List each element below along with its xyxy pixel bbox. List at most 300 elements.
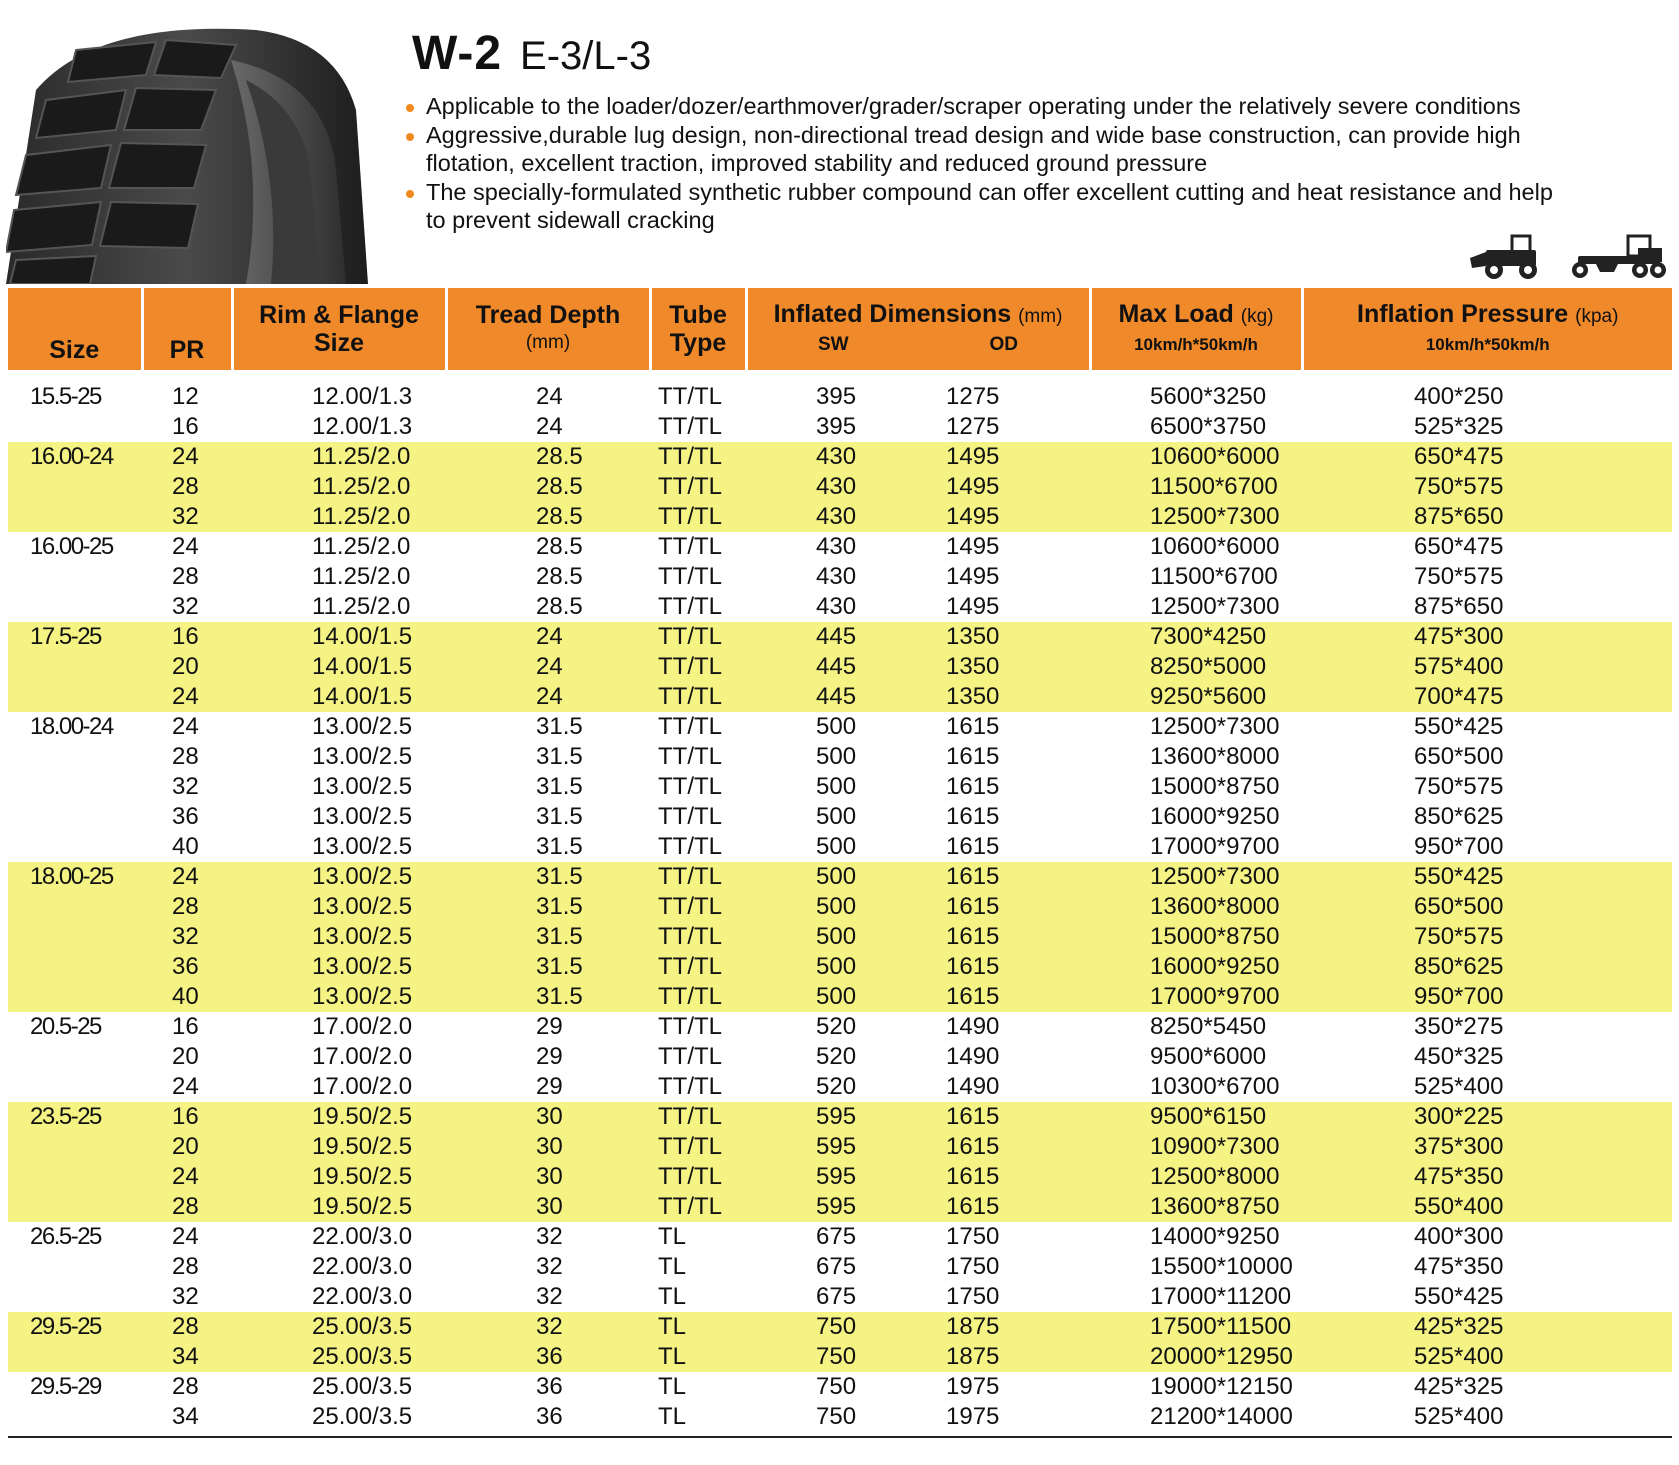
cell-tube: TT/TL xyxy=(650,982,746,1012)
cell-od: 1615 xyxy=(910,982,1090,1012)
cell-rim: 17.00/2.0 xyxy=(312,1043,413,1070)
cell-pr: 16 xyxy=(172,413,199,440)
cell-rim: 19.50/2.5 xyxy=(232,1192,446,1222)
cell-tube: TL xyxy=(650,1312,746,1342)
cell-pr: 36 xyxy=(172,803,199,830)
cell-size xyxy=(8,1132,142,1162)
cell-pr: 32 xyxy=(172,773,199,800)
cell-size xyxy=(8,412,142,442)
cell-pr: 32 xyxy=(142,922,232,952)
cell-tube: TT/TL xyxy=(658,713,722,740)
cell-tube: TT/TL xyxy=(658,383,722,410)
cell-od: 1875 xyxy=(910,1342,1090,1372)
cell-max-load: 10600*6000 xyxy=(1150,533,1280,560)
cell-sw: 430 xyxy=(816,533,857,560)
cell-tread: 29 xyxy=(536,1043,563,1070)
cell-max-load: 20000*12950 xyxy=(1090,1342,1302,1372)
cell-max-load: 8250*5000 xyxy=(1090,652,1302,682)
col-header-size: Size xyxy=(8,288,142,370)
table-row xyxy=(8,370,1672,412)
cell-pressure: 475*350 xyxy=(1414,1253,1504,1280)
cell-od: 1750 xyxy=(946,1223,1000,1250)
model-name: W-2 xyxy=(412,27,503,80)
cell-size: 23.5-25 xyxy=(8,1102,142,1132)
cell-sw: 750 xyxy=(746,1312,910,1342)
cell-tube: TT/TL xyxy=(658,803,722,830)
cell-tread: 28.5 xyxy=(446,502,650,532)
loader-icon xyxy=(1470,236,1537,279)
cell-sw: 500 xyxy=(746,862,910,892)
cell-tube: TT/TL xyxy=(650,682,746,712)
cell-max-load: 13600*8750 xyxy=(1090,1192,1302,1222)
bullet-icon xyxy=(406,133,414,141)
cell-max-load: 6500*3750 xyxy=(1150,413,1267,440)
table-row xyxy=(8,1162,1672,1192)
cell-tread: 31.5 xyxy=(536,773,583,800)
cell-size xyxy=(8,982,142,1012)
cell-pressure: 525*400 xyxy=(1414,1403,1504,1430)
col-header-pressure: Inflation Pressure (kpa) 10km/h*50km/h xyxy=(1302,288,1672,370)
cell-tread: 31.5 xyxy=(536,803,583,830)
cell-pressure: 450*325 xyxy=(1414,1043,1504,1070)
cell-max-load: 19000*12150 xyxy=(1150,1373,1293,1400)
cell-tread: 28.5 xyxy=(446,442,650,472)
cell-tread: 24 xyxy=(446,622,650,652)
cell-sw: 445 xyxy=(746,622,910,652)
cell-od: 1495 xyxy=(946,533,1000,560)
col-header-dimensions: Inflated Dimensions (mm) SW OD xyxy=(746,288,1090,370)
cell-max-load: 8250*5450 xyxy=(1150,1013,1267,1040)
cell-tube: TT/TL xyxy=(650,472,746,502)
page-title xyxy=(412,26,651,81)
cell-od: 1615 xyxy=(946,833,1000,860)
spec-table xyxy=(8,288,1672,1432)
cell-size: 16.00-25 xyxy=(30,533,113,560)
cell-tube: TT/TL xyxy=(658,1013,722,1040)
table-row xyxy=(8,682,1672,712)
table-row xyxy=(8,412,1672,442)
cell-rim: 25.00/3.5 xyxy=(232,1342,446,1372)
cell-pressure: 550*425 xyxy=(1302,862,1672,892)
table-row xyxy=(8,1012,1672,1042)
cell-pr: 24 xyxy=(172,713,199,740)
cell-rim: 12.00/1.3 xyxy=(312,413,413,440)
cell-size xyxy=(8,1342,142,1372)
cell-od: 1350 xyxy=(910,622,1090,652)
cell-od: 1495 xyxy=(910,442,1090,472)
cell-max-load: 10300*6700 xyxy=(1150,1073,1280,1100)
cell-size: 20.5-25 xyxy=(30,1013,101,1040)
cell-size xyxy=(8,742,142,772)
table-row xyxy=(8,1252,1672,1282)
cell-tread: 31.5 xyxy=(446,922,650,952)
cell-tube: TT/TL xyxy=(650,922,746,952)
cell-max-load: 12500*8000 xyxy=(1090,1162,1302,1192)
table-row xyxy=(8,772,1672,802)
cell-pressure: 850*625 xyxy=(1414,803,1504,830)
cell-pressure: 575*400 xyxy=(1302,652,1672,682)
cell-pressure: 400*300 xyxy=(1414,1223,1504,1250)
cell-size: 18.00-24 xyxy=(30,713,113,740)
cell-max-load: 15500*10000 xyxy=(1150,1253,1293,1280)
cell-pressure: 650*500 xyxy=(1414,743,1504,770)
cell-max-load: 7300*4250 xyxy=(1090,622,1302,652)
cell-tube: TT/TL xyxy=(650,622,746,652)
table-row xyxy=(8,952,1672,982)
cell-pr: 24 xyxy=(142,862,232,892)
cell-size: 17.5-25 xyxy=(8,622,142,652)
cell-od: 1495 xyxy=(910,472,1090,502)
cell-od: 1615 xyxy=(910,892,1090,922)
cell-sw: 750 xyxy=(816,1373,857,1400)
cell-od: 1615 xyxy=(910,1192,1090,1222)
cell-tube: TT/TL xyxy=(650,1192,746,1222)
cell-tread: 30 xyxy=(446,1132,650,1162)
cell-pr: 32 xyxy=(172,1283,199,1310)
table-row xyxy=(8,832,1672,862)
cell-sw: 500 xyxy=(816,773,857,800)
cell-tread: 32 xyxy=(536,1253,563,1280)
cell-pressure: 875*650 xyxy=(1414,593,1504,620)
cell-max-load: 15000*8750 xyxy=(1090,922,1302,952)
cell-max-load: 9500*6000 xyxy=(1150,1043,1267,1070)
cell-sw: 500 xyxy=(816,803,857,830)
cell-size xyxy=(8,1072,142,1102)
table-row xyxy=(8,982,1672,1012)
cell-pressure: 375*300 xyxy=(1302,1132,1672,1162)
cell-size xyxy=(8,502,142,532)
cell-sw: 750 xyxy=(816,1403,857,1430)
cell-tread: 30 xyxy=(446,1102,650,1132)
cell-pressure: 750*575 xyxy=(1414,773,1504,800)
col-header-od: OD xyxy=(989,333,1019,355)
cell-pr: 12 xyxy=(172,383,199,410)
table-row xyxy=(8,892,1672,922)
cell-od: 1750 xyxy=(946,1253,1000,1280)
cell-pressure: 475*350 xyxy=(1302,1162,1672,1192)
cell-pr: 40 xyxy=(142,982,232,1012)
cell-max-load: 10600*6000 xyxy=(1090,442,1302,472)
cell-size xyxy=(8,1402,142,1432)
cell-sw: 430 xyxy=(746,472,910,502)
table-row xyxy=(8,1222,1672,1252)
cell-tread: 32 xyxy=(536,1223,563,1250)
cell-tread: 24 xyxy=(536,413,563,440)
cell-max-load: 17500*11500 xyxy=(1090,1312,1302,1342)
cell-size: 15.5-25 xyxy=(30,383,101,410)
cell-pr: 40 xyxy=(172,833,199,860)
spec-table-container xyxy=(8,288,1672,1432)
cell-sw: 595 xyxy=(746,1162,910,1192)
cell-tube: TT/TL xyxy=(658,533,722,560)
cell-rim: 25.00/3.5 xyxy=(312,1403,413,1430)
cell-tread: 31.5 xyxy=(446,952,650,982)
table-row xyxy=(8,1192,1672,1222)
cell-tread: 31.5 xyxy=(446,982,650,1012)
cell-size: 18.00-25 xyxy=(8,862,142,892)
cell-pressure: 950*700 xyxy=(1302,982,1672,1012)
cell-max-load: 12500*7300 xyxy=(1090,502,1302,532)
table-row xyxy=(8,1132,1672,1162)
cell-size xyxy=(8,892,142,922)
bullet-icon xyxy=(406,190,414,198)
cell-sw: 500 xyxy=(816,833,857,860)
cell-rim: 11.25/2.0 xyxy=(232,472,446,502)
cell-tube: TT/TL xyxy=(650,1162,746,1192)
cell-sw: 430 xyxy=(746,502,910,532)
cell-max-load: 17000*11200 xyxy=(1150,1283,1292,1310)
cell-od: 1615 xyxy=(946,713,1000,740)
cell-tube: TT/TL xyxy=(658,1073,722,1100)
cell-pressure: 850*625 xyxy=(1302,952,1672,982)
cell-od: 1615 xyxy=(910,1162,1090,1192)
table-row xyxy=(8,922,1672,952)
cell-size xyxy=(8,772,142,802)
cell-pr: 34 xyxy=(142,1342,232,1372)
feature-item: Applicable to the loader/dozer/earthmover/grader/scraper operating under the relatively severe conditions xyxy=(404,92,1554,121)
cell-rim: 13.00/2.5 xyxy=(312,743,413,770)
cell-rim: 13.00/2.5 xyxy=(312,833,413,860)
cell-tread: 28.5 xyxy=(536,563,583,590)
cell-tread: 31.5 xyxy=(536,743,583,770)
cell-rim: 11.25/2.0 xyxy=(312,563,411,590)
cell-pressure: 650*475 xyxy=(1302,442,1672,472)
cell-tube: TL xyxy=(658,1373,687,1400)
table-row xyxy=(8,1312,1672,1342)
cell-pressure: 550*425 xyxy=(1414,1283,1504,1310)
cell-pressure: 425*325 xyxy=(1414,1373,1504,1400)
cell-rim: 13.00/2.5 xyxy=(232,982,446,1012)
cell-max-load: 17000*9700 xyxy=(1090,982,1302,1012)
cell-tube: TT/TL xyxy=(658,563,722,590)
cell-max-load: 12500*7300 xyxy=(1090,862,1302,892)
cell-od: 1615 xyxy=(946,743,1000,770)
table-row xyxy=(8,802,1672,832)
cell-size xyxy=(8,562,142,592)
cell-pr: 32 xyxy=(172,593,199,620)
cell-rim: 13.00/2.5 xyxy=(312,713,413,740)
cell-sw: 445 xyxy=(746,652,910,682)
cell-rim: 22.00/3.0 xyxy=(312,1253,413,1280)
cell-od: 1490 xyxy=(946,1013,1000,1040)
table-row xyxy=(8,532,1672,562)
cell-rim: 22.00/3.0 xyxy=(312,1223,413,1250)
cell-rim: 13.00/2.5 xyxy=(312,803,413,830)
col-header-max-load: Max Load (kg) 10km/h*50km/h xyxy=(1090,288,1302,370)
cell-tread: 24 xyxy=(446,682,650,712)
cell-tube: TL xyxy=(658,1223,687,1250)
cell-od: 1875 xyxy=(910,1312,1090,1342)
cell-sw: 395 xyxy=(816,413,857,440)
feature-item: The specially-formulated synthetic rubber compound can offer excellent cutting and heat resistance and help to prevent sidewall cracking xyxy=(404,178,1554,235)
cell-rim: 14.00/1.5 xyxy=(232,682,446,712)
cell-od: 1490 xyxy=(946,1043,1000,1070)
cell-sw: 675 xyxy=(816,1223,857,1250)
cell-sw: 750 xyxy=(746,1342,910,1372)
cell-max-load: 10900*7300 xyxy=(1090,1132,1302,1162)
cell-pressure: 350*275 xyxy=(1414,1013,1504,1040)
cell-tread: 36 xyxy=(446,1342,650,1372)
cell-size xyxy=(8,1252,142,1282)
cell-rim: 11.25/2.0 xyxy=(232,442,446,472)
cell-sw: 500 xyxy=(746,922,910,952)
cell-pressure: 525*325 xyxy=(1414,413,1504,440)
cell-size xyxy=(8,832,142,862)
table-body xyxy=(8,370,1672,1432)
cell-pr: 28 xyxy=(142,892,232,922)
cell-size xyxy=(8,1192,142,1222)
cell-pr: 24 xyxy=(172,1073,199,1100)
cell-pr: 28 xyxy=(142,472,232,502)
cell-pr: 34 xyxy=(172,1403,199,1430)
cell-tread: 31.5 xyxy=(446,862,650,892)
cell-tube: TL xyxy=(650,1342,746,1372)
cell-pressure: 525*400 xyxy=(1302,1342,1672,1372)
cell-od: 1750 xyxy=(946,1283,1000,1310)
cell-sw: 675 xyxy=(816,1283,857,1310)
cell-tube: TT/TL xyxy=(650,502,746,532)
cell-max-load: 5600*3250 xyxy=(1150,383,1267,410)
cell-tread: 31.5 xyxy=(446,892,650,922)
cell-pr: 16 xyxy=(142,622,232,652)
table-row xyxy=(8,652,1672,682)
table-row xyxy=(8,442,1672,472)
cell-pr: 20 xyxy=(142,652,232,682)
col-header-tread: Tread Depth (mm) xyxy=(446,288,650,370)
cell-max-load: 13600*8000 xyxy=(1090,892,1302,922)
cell-sw: 430 xyxy=(816,563,857,590)
cell-od: 1275 xyxy=(946,413,1000,440)
cell-od: 1615 xyxy=(910,1102,1090,1132)
cell-tube: TT/TL xyxy=(658,743,722,770)
cell-size: 26.5-25 xyxy=(30,1223,101,1250)
cell-sw: 500 xyxy=(816,713,857,740)
bottom-divider xyxy=(8,1436,1672,1438)
cell-sw: 445 xyxy=(746,682,910,712)
cell-pressure: 475*300 xyxy=(1302,622,1672,652)
cell-tread: 29 xyxy=(536,1013,563,1040)
cell-tread: 30 xyxy=(446,1162,650,1192)
cell-od: 1615 xyxy=(946,803,1000,830)
cell-tube: TT/TL xyxy=(658,833,722,860)
cell-rim: 13.00/2.5 xyxy=(232,862,446,892)
cell-rim: 13.00/2.5 xyxy=(312,773,413,800)
cell-pressure: 950*700 xyxy=(1414,833,1504,860)
cell-od: 1975 xyxy=(946,1373,1000,1400)
cell-tube: TT/TL xyxy=(650,862,746,892)
cell-tread: 28.5 xyxy=(536,593,583,620)
col-header-pr: PR xyxy=(142,288,232,370)
table-row xyxy=(8,1372,1672,1402)
cell-rim: 11.25/2.0 xyxy=(232,502,446,532)
cell-sw: 430 xyxy=(746,442,910,472)
cell-max-load: 16000*9250 xyxy=(1090,952,1302,982)
cell-tread: 31.5 xyxy=(536,713,583,740)
cell-max-load: 9250*5600 xyxy=(1090,682,1302,712)
cell-tread: 36 xyxy=(536,1403,563,1430)
cell-tube: TT/TL xyxy=(650,952,746,982)
cell-tube: TL xyxy=(658,1403,687,1430)
table-row xyxy=(8,742,1672,772)
cell-pressure: 750*575 xyxy=(1302,922,1672,952)
cell-size xyxy=(8,682,142,712)
cell-size: 29.5-29 xyxy=(30,1373,101,1400)
cell-pressure: 550*425 xyxy=(1414,713,1504,740)
table-row xyxy=(8,1042,1672,1072)
cell-size xyxy=(8,1042,142,1072)
cell-size xyxy=(8,652,142,682)
cell-sw: 675 xyxy=(816,1253,857,1280)
cell-pr: 24 xyxy=(172,1223,199,1250)
cell-pr: 28 xyxy=(142,1312,232,1342)
cell-rim: 19.50/2.5 xyxy=(232,1162,446,1192)
cell-tread: 29 xyxy=(536,1073,563,1100)
cell-size xyxy=(8,922,142,952)
cell-pr: 28 xyxy=(142,1192,232,1222)
cell-sw: 395 xyxy=(816,383,857,410)
cell-size xyxy=(8,472,142,502)
cell-rim: 19.50/2.5 xyxy=(232,1102,446,1132)
cell-tube: TT/TL xyxy=(650,1102,746,1132)
cell-tread: 32 xyxy=(446,1312,650,1342)
table-row xyxy=(8,712,1672,742)
cell-size xyxy=(8,1282,142,1312)
cell-max-load: 12500*7300 xyxy=(1150,713,1280,740)
cell-pr: 28 xyxy=(172,1253,199,1280)
cell-od: 1350 xyxy=(910,652,1090,682)
table-row xyxy=(8,592,1672,622)
cell-tube: TT/TL xyxy=(650,892,746,922)
cell-pr: 16 xyxy=(142,1102,232,1132)
cell-od: 1615 xyxy=(946,773,1000,800)
cell-pressure: 650*475 xyxy=(1414,533,1504,560)
cell-pr: 20 xyxy=(142,1132,232,1162)
cell-tube: TT/TL xyxy=(658,1043,722,1070)
cell-pr: 24 xyxy=(172,533,199,560)
cell-max-load: 12500*7300 xyxy=(1150,593,1280,620)
cell-sw: 595 xyxy=(746,1102,910,1132)
cell-pressure: 425*325 xyxy=(1302,1312,1672,1342)
cell-max-load: 17000*9700 xyxy=(1150,833,1280,860)
cell-sw: 595 xyxy=(746,1132,910,1162)
cell-od: 1615 xyxy=(910,862,1090,892)
table-row xyxy=(8,502,1672,532)
cell-max-load: 15000*8750 xyxy=(1150,773,1280,800)
cell-max-load: 11500*6700 xyxy=(1150,563,1278,590)
cell-tube: TT/TL xyxy=(658,413,722,440)
cell-rim: 13.00/2.5 xyxy=(232,952,446,982)
cell-pr: 32 xyxy=(142,502,232,532)
cell-pressure: 300*225 xyxy=(1302,1102,1672,1132)
cell-pr: 24 xyxy=(142,442,232,472)
cell-rim: 25.00/3.5 xyxy=(232,1312,446,1342)
cell-od: 1495 xyxy=(910,502,1090,532)
cell-rim: 17.00/2.0 xyxy=(312,1013,413,1040)
cell-max-load: 11500*6700 xyxy=(1090,472,1302,502)
cell-od: 1615 xyxy=(910,952,1090,982)
cell-od: 1495 xyxy=(946,563,1000,590)
col-header-rim: Rim & Flange Size xyxy=(232,288,446,370)
table-row xyxy=(8,1072,1672,1102)
cell-rim: 11.25/2.0 xyxy=(312,593,411,620)
cell-rim: 25.00/3.5 xyxy=(312,1373,413,1400)
cell-max-load: 16000*9250 xyxy=(1150,803,1280,830)
table-row xyxy=(8,862,1672,892)
table-row xyxy=(8,562,1672,592)
cell-tread: 24 xyxy=(446,652,650,682)
cell-rim: 19.50/2.5 xyxy=(232,1132,446,1162)
cell-pr: 24 xyxy=(142,682,232,712)
